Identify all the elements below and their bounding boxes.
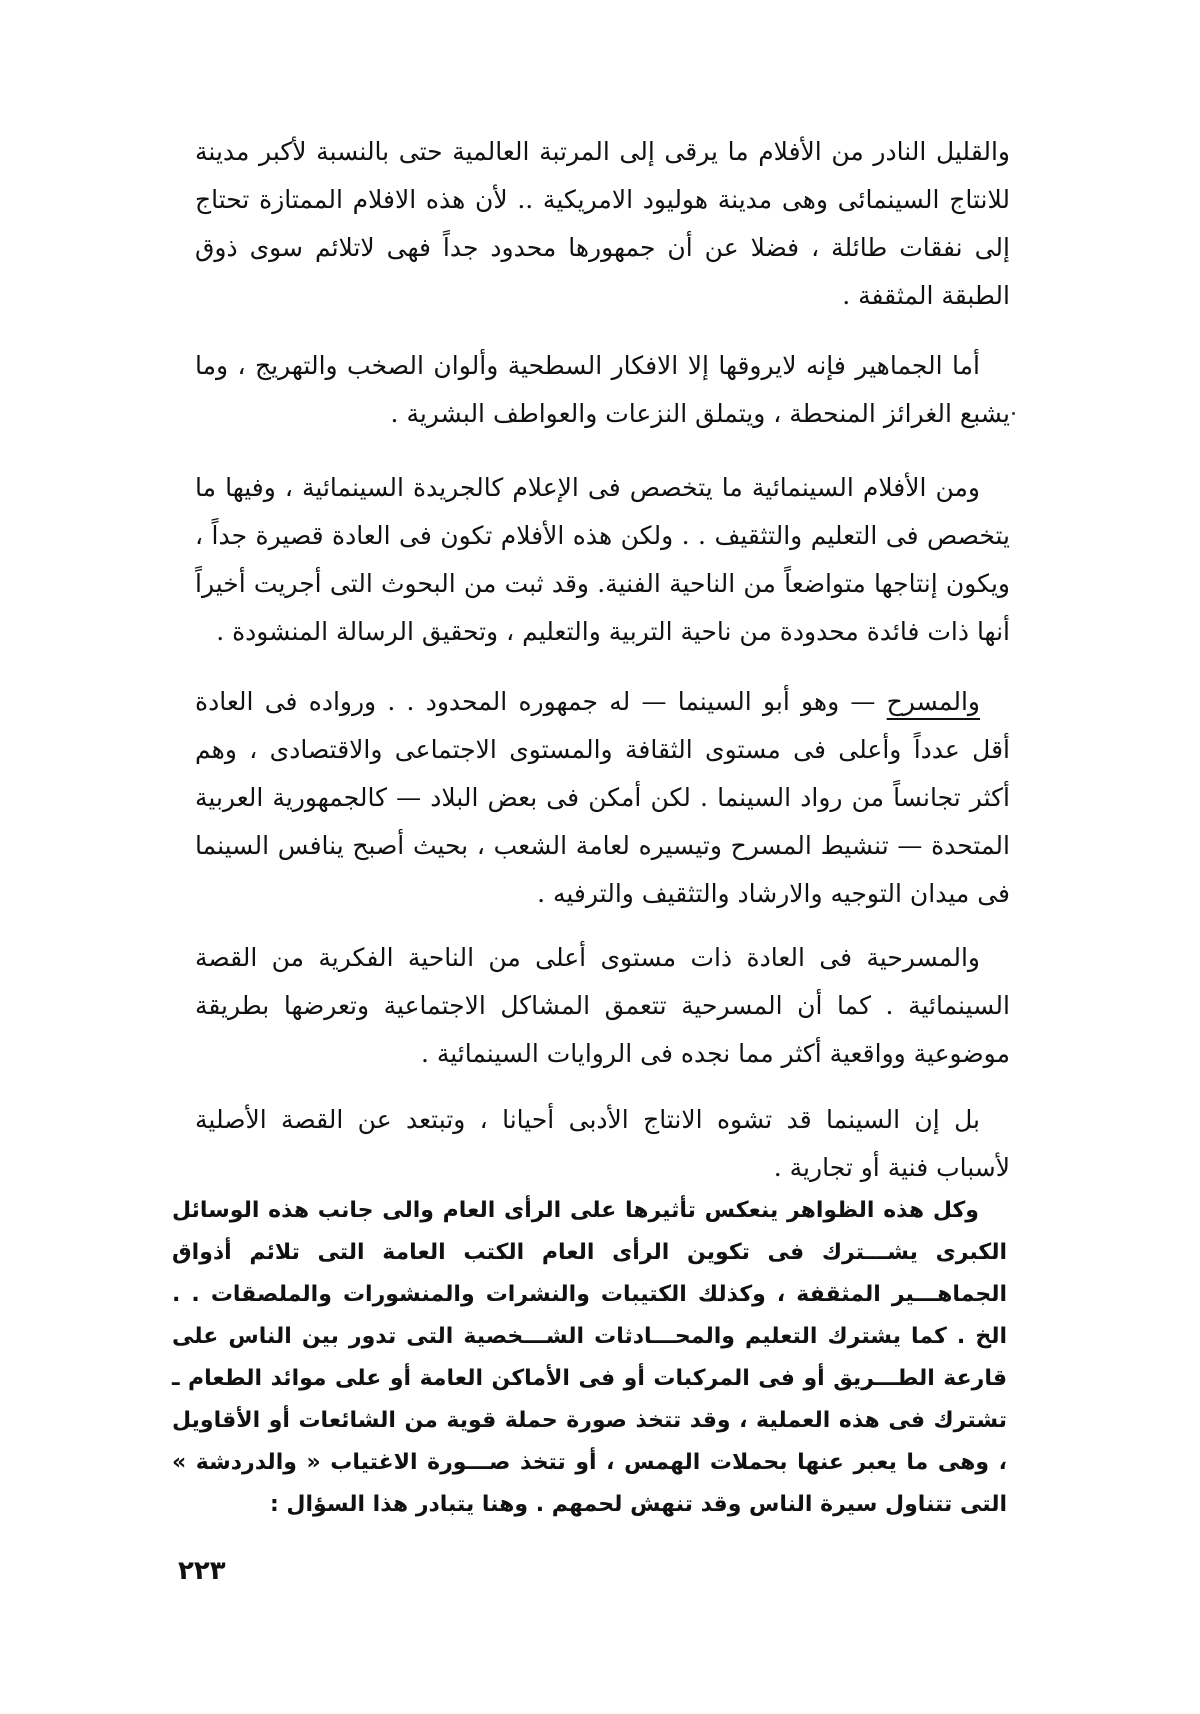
paragraph-play-level: والمسرحية فى العادة ذات مستوى أعلى من الناحية الفكرية من القصة السينمائية . كما أن المسرحية تتعمق المشاكل الاجتماعية وتعرضها بطريقة موضوعية وواقعية أكثر مما نجده فى الروايات السينمائية . (195, 943, 1010, 1068)
page-number: ٢٢٣ (178, 1556, 226, 1586)
bold-text-block (172, 1190, 1007, 1526)
theater-lead-word: والمسرح (886, 687, 980, 716)
paragraph-masses: أما الجماهير فإنه لايروقها إلا الافكار السطحية وألوان الصخب والتهريج ، وما يشبع الغرائز المنحطة ، ويتملق النزعات والعواطف البشرية . (195, 351, 1010, 428)
stray-dot (1012, 412, 1015, 415)
main-text-block (195, 128, 1010, 1192)
theater-paragraph-text: — وهو أبو السينما — له جمهوره المحدود . . ورواده فى العادة أقل عدداً وأعلى فى مستوى الثقافة والمستوى الاجتماعى والاقتصادى ، وهم أكثر تجانساً من رواد السينما . لكن أمكن فى بعض البلاد — كالجمهورية العربية المتحدة — تنشيط المسرح وتيسيره لعامة الشعب ، بحيث أصبح ينافس السينما فى ميدان التوجيه والارشاد والتثقيف والترفيه . (195, 687, 1010, 908)
paragraph-cinema-quality: والقليل النادر من الأفلام ما يرقى إلى المرتبة العالمية حتى بالنسبة لأكبر مدينة للانتاج السينمائى وهى مدينة هوليود الامريكية .. لأن هذه الافلام الممتازة تحتاج إلى نفقات طائلة ، فضلا عن أن جمهورها محدود جداً فهى لاتلائم سوى ذوق الطبقة المثقفة . (195, 137, 1010, 310)
paragraph-specialized-films: ومن الأفلام السينمائية ما يتخصص فى الإعلام كالجريدة السينمائية ، وفيها ما يتخصص فى التعليم والتثقيف . . ولكن هذه الأفلام تكون فى العادة قصيرة جداً ، ويكون إنتاجها متواضعاً من الناحية الفنية. وقد ثبت من البحوث التى أجريت أخيراً أنها ذات فائدة محدودة من ناحية التربية والتعليم ، وتحقيق الرسالة المنشودة . (195, 473, 1010, 646)
paragraph-cinema-distortion: بل إن السينما قد تشوه الانتاج الأدبى أحيانا ، وتبتعد عن القصة الأصلية لأسباب فنية أو تجارية . (195, 1105, 1010, 1182)
paragraph-public-opinion: وكل هذه الظواهر ينعكس تأثيرها على الرأى العام والى جانب هذه الوسائل الكبرى يشـــترك فى تكوين الرأى العام الكتب العامة التى تلائم أذواق الجماهـــير المثقفة ، وكذلك الكتيبات والنشرات والمنشورات والملصقات . . الخ . كما يشترك التعليم والمحـــادثات الشـــخصية التى تدور بين الناس على قارعة الطـــريق أو فى المركبات أو فى الأماكن العامة أو على موائد الطعام ـ تشترك فى هذه العملية ، وقد تتخذ صورة حملة قوية من الشائعات أو الأقاويل ، وهى ما يعبر عنها بحملات الهمس ، أو تتخذ صـــورة الاغتياب « والدردشة » التى تتناول سيرة الناس وقد تنهش لحمهم . وهنا يتبادر هذا السؤال : (172, 1198, 1007, 1517)
paragraph-theater (195, 678, 1010, 918)
